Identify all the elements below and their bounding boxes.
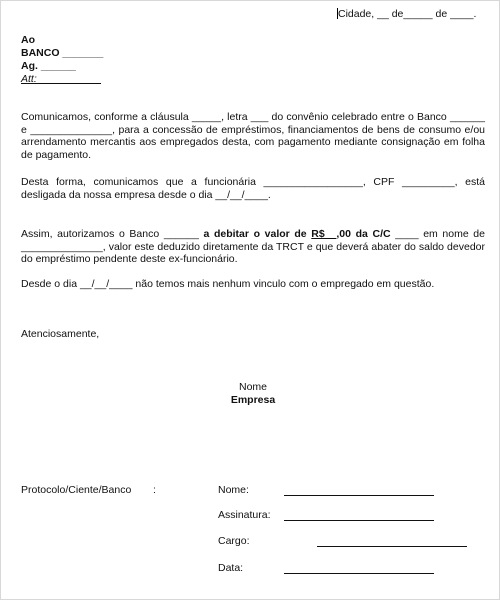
field-label-assinatura: Assinatura:	[218, 509, 271, 521]
paragraph-authorization	[21, 228, 485, 266]
field-label-data: Data:	[218, 562, 244, 574]
recipient-agency: Ag. ______	[21, 60, 76, 72]
recipient-attention: Att:___________	[21, 73, 101, 85]
signature-name: Nome	[238, 381, 267, 393]
field-line-cargo	[317, 546, 467, 547]
protocol-label: Protocolo/Ciente/Banco	[21, 484, 132, 496]
salutation: Atenciosamente,	[21, 328, 100, 340]
protocol-colon: :	[153, 484, 156, 496]
field-line-data	[284, 573, 434, 574]
authorization-text-b: ____ em nome de ______________, valor este deduzido diretamente da TRCT e que deverá abater do saldo devedor do empréstimo pendente deste ex-funcionário.	[21, 228, 485, 266]
date-text: Cidade, __ de_____ de ____.	[338, 8, 477, 20]
date-line	[337, 8, 476, 20]
recipient-bank: BANCO _______	[21, 47, 104, 59]
authorization-account: ,00 da C/C	[336, 228, 391, 240]
field-line-assinatura	[284, 520, 434, 521]
paragraph-clause: Comunicamos, conforme a cláusula _____, letra ___ do convênio celebrado entre o Banco ______ e ______________, para a concessão de empréstimos, financiamentos de bens de consumo e/ou arrendamento mercantis aos empregados desta, com pagamento mediante consignação em folha de pagamento.	[21, 111, 485, 161]
field-label-nome: Nome:	[218, 484, 249, 496]
authorization-text-bold: a debitar o valor de	[203, 228, 312, 240]
field-line-nome	[284, 495, 434, 496]
recipient-to: Ao	[21, 34, 35, 46]
signature-company: Empresa	[230, 394, 276, 406]
paragraph-employee: Desta forma, comunicamos que a funcionária _________________, CPF _________, está desligada da nossa empresa desde o dia __/__/____.	[21, 176, 485, 201]
authorization-amount: R$__	[311, 228, 337, 240]
authorization-text-a: Assim, autorizamos o Banco ______	[21, 228, 204, 240]
field-label-cargo: Cargo:	[218, 535, 250, 547]
paragraph-no-link: Desde o dia __/__/____ não temos mais nenhum vinculo com o empregado em questão.	[21, 278, 435, 290]
